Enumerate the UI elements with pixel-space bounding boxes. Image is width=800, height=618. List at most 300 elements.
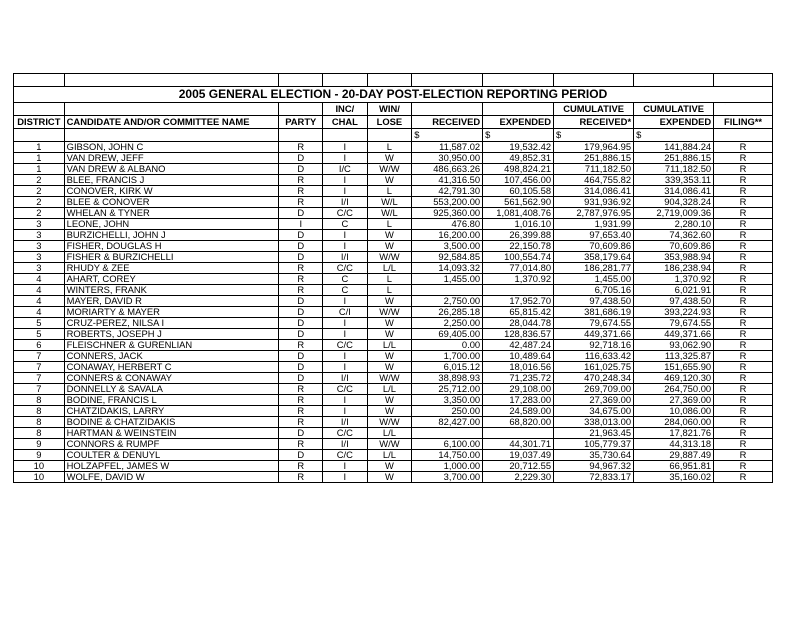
- win-lose-cell: W: [367, 472, 412, 483]
- district-cell: 8: [14, 406, 65, 417]
- cum-received-cell: 464,755.82: [554, 175, 634, 186]
- received-cell: [412, 428, 483, 439]
- filing-cell: R: [714, 417, 773, 428]
- filing-cell: R: [714, 186, 773, 197]
- district-cell: 4: [14, 296, 65, 307]
- party-cell: R: [279, 461, 323, 472]
- expended-cell: 128,836.57: [483, 329, 554, 340]
- expended-cell: 1,370.92: [483, 274, 554, 285]
- party-cell: D: [279, 153, 323, 164]
- currency-received: $: [412, 129, 483, 142]
- expended-cell: 29,108.00: [483, 384, 554, 395]
- cum-received-cell: 34,675.00: [554, 406, 634, 417]
- district-cell: 1: [14, 164, 65, 175]
- party-cell: I: [279, 219, 323, 230]
- district-cell: 6: [14, 340, 65, 351]
- inc-chal-cell: I: [323, 351, 368, 362]
- win-lose-cell: W/W: [367, 307, 412, 318]
- currency-expended: $: [483, 129, 554, 142]
- district-cell: 5: [14, 329, 65, 340]
- cum-expended-header: EXPENDED: [634, 116, 714, 129]
- expended-cell: 77,014.80: [483, 263, 554, 274]
- table-row: [14, 362, 773, 373]
- filing-cell: R: [714, 296, 773, 307]
- inc-chal-cell: C: [323, 274, 368, 285]
- district-cell: 4: [14, 285, 65, 296]
- party-cell: D: [279, 373, 323, 384]
- spacer-row: [14, 74, 773, 87]
- candidate-name-cell: CHATZIDAKIS, LARRY: [64, 406, 279, 417]
- cum-expended-cell: 66,951.81: [634, 461, 714, 472]
- win-lose-cell: L/L: [367, 384, 412, 395]
- table-row: [14, 384, 773, 395]
- candidate-name-cell: COULTER & DENUYL: [64, 450, 279, 461]
- cum-received-cell: 92,718.16: [554, 340, 634, 351]
- cum-expended-cell: 29,887.49: [634, 450, 714, 461]
- filing-cell: R: [714, 373, 773, 384]
- received-cell: 6,015.12: [412, 362, 483, 373]
- cum-received-cell: 338,013.00: [554, 417, 634, 428]
- inc-chal-cell: I: [323, 406, 368, 417]
- expended-cell: 1,081,408.76: [483, 208, 554, 219]
- win-lose-cell: L: [367, 274, 412, 285]
- win-lose-cell: L/L: [367, 263, 412, 274]
- filing-cell: R: [714, 384, 773, 395]
- filing-cell: R: [714, 219, 773, 230]
- cum-received-cell: 97,653.40: [554, 230, 634, 241]
- cum-received-cell: 79,674.55: [554, 318, 634, 329]
- filing-header: FILING**: [714, 116, 773, 129]
- table-row: [14, 186, 773, 197]
- party-cell: R: [279, 186, 323, 197]
- inc-chal-cell: C: [323, 219, 368, 230]
- party-cell: R: [279, 395, 323, 406]
- party-cell: R: [279, 340, 323, 351]
- filing-cell: R: [714, 197, 773, 208]
- inc-chal-cell: I: [323, 362, 368, 373]
- expended-cell: 1,016.10: [483, 219, 554, 230]
- filing-cell: R: [714, 274, 773, 285]
- cum-expended-cell: 141,884.24: [634, 142, 714, 153]
- win-lose-cell: W: [367, 362, 412, 373]
- candidate-name-cell: FISHER, DOUGLAS H: [64, 241, 279, 252]
- received-cell: 82,427.00: [412, 417, 483, 428]
- cum-expended-cell: 449,371.66: [634, 329, 714, 340]
- win-lose-cell: L: [367, 186, 412, 197]
- filing-cell: R: [714, 450, 773, 461]
- cum-received-cell: 116,633.42: [554, 351, 634, 362]
- expended-cell: [483, 285, 554, 296]
- expended-cell: 20,712.55: [483, 461, 554, 472]
- filing-cell: R: [714, 329, 773, 340]
- table-row: [14, 417, 773, 428]
- inc-chal-cell: C/I: [323, 307, 368, 318]
- filing-cell: R: [714, 318, 773, 329]
- party-cell: R: [279, 142, 323, 153]
- party-cell: D: [279, 164, 323, 175]
- candidate-name-cell: BURZICHELLI, JOHN J: [64, 230, 279, 241]
- cum-expended-cell: 10,086.00: [634, 406, 714, 417]
- cum-received-cell: 70,609.86: [554, 241, 634, 252]
- expended-cell: 22,150.78: [483, 241, 554, 252]
- win-lose-cell: W/L: [367, 208, 412, 219]
- win-lose-cell: W: [367, 329, 412, 340]
- received-cell: 925,360.00: [412, 208, 483, 219]
- district-cell: 3: [14, 252, 65, 263]
- inc-chal-cell: I/I: [323, 417, 368, 428]
- candidate-name-cell: LEONE, JOHN: [64, 219, 279, 230]
- received-cell: [412, 285, 483, 296]
- candidate-name-cell: CRUZ-PEREZ, NILSA I: [64, 318, 279, 329]
- cum-received-cell: 931,936.92: [554, 197, 634, 208]
- received-cell: 16,200.00: [412, 230, 483, 241]
- expended-cell: 2,229.30: [483, 472, 554, 483]
- cum-expended-cell: 284,060.00: [634, 417, 714, 428]
- party-cell: R: [279, 439, 323, 450]
- received-cell: 476.80: [412, 219, 483, 230]
- win-lose-cell: W: [367, 241, 412, 252]
- table-row: [14, 373, 773, 384]
- candidate-name-cell: WINTERS, FRANK: [64, 285, 279, 296]
- inc-chal-cell: I: [323, 153, 368, 164]
- table-row: [14, 142, 773, 153]
- filing-cell: R: [714, 362, 773, 373]
- cum-expended-cell: 35,160.02: [634, 472, 714, 483]
- win-lose-cell: W: [367, 153, 412, 164]
- received-cell: 3,500.00: [412, 241, 483, 252]
- expended-cell: 498,824.21: [483, 164, 554, 175]
- expended-cell: 49,852.31: [483, 153, 554, 164]
- candidate-name-cell: WOLFE, DAVID W: [64, 472, 279, 483]
- inc-chal-header-top: INC/: [323, 103, 368, 116]
- table-row: [14, 351, 773, 362]
- inc-chal-cell: I: [323, 461, 368, 472]
- party-cell: R: [279, 472, 323, 483]
- table-row: [14, 230, 773, 241]
- table-row: [14, 153, 773, 164]
- inc-chal-cell: I: [323, 329, 368, 340]
- table-row: [14, 428, 773, 439]
- filing-cell: R: [714, 142, 773, 153]
- candidate-name-cell: RHUDY & ZEE: [64, 263, 279, 274]
- received-cell: 1,000.00: [412, 461, 483, 472]
- header-row-top: [14, 103, 773, 116]
- party-cell: D: [279, 428, 323, 439]
- inc-chal-cell: I: [323, 472, 368, 483]
- filing-cell: R: [714, 153, 773, 164]
- district-cell: 9: [14, 439, 65, 450]
- party-header: PARTY: [279, 116, 323, 129]
- cum-received-cell: 358,179.64: [554, 252, 634, 263]
- district-cell: 8: [14, 428, 65, 439]
- win-lose-cell: L/L: [367, 428, 412, 439]
- table-row: [14, 406, 773, 417]
- district-cell: 3: [14, 241, 65, 252]
- expended-cell: 10,489.64: [483, 351, 554, 362]
- cum-received-cell: 27,369.00: [554, 395, 634, 406]
- election-report-table: [13, 73, 773, 483]
- candidate-name-cell: FLEISCHNER & GURENLIAN: [64, 340, 279, 351]
- candidate-name-cell: MORIARTY & MAYER: [64, 307, 279, 318]
- table-row: [14, 252, 773, 263]
- title-row: [14, 87, 773, 103]
- cum-expended-cell: 251,886.15: [634, 153, 714, 164]
- district-cell: 10: [14, 472, 65, 483]
- win-lose-cell: L: [367, 219, 412, 230]
- win-lose-cell: W/W: [367, 164, 412, 175]
- received-cell: 0.00: [412, 340, 483, 351]
- inc-chal-cell: I: [323, 296, 368, 307]
- cum-received-cell: 97,438.50: [554, 296, 634, 307]
- expended-cell: 18,016.56: [483, 362, 554, 373]
- party-cell: R: [279, 285, 323, 296]
- party-cell: D: [279, 450, 323, 461]
- cum-expended-cell: 339,353.11: [634, 175, 714, 186]
- candidate-name-cell: BODINE & CHATZIDAKIS: [64, 417, 279, 428]
- cum-received-cell: 711,182.50: [554, 164, 634, 175]
- filing-cell: R: [714, 263, 773, 274]
- table-row: [14, 318, 773, 329]
- expended-cell: 68,820.00: [483, 417, 554, 428]
- cum-expended-cell: 393,224.93: [634, 307, 714, 318]
- district-cell: 9: [14, 450, 65, 461]
- inc-chal-cell: C/C: [323, 340, 368, 351]
- table-row: [14, 263, 773, 274]
- win-lose-cell: W: [367, 406, 412, 417]
- cum-received-cell: 449,371.66: [554, 329, 634, 340]
- district-cell: 1: [14, 142, 65, 153]
- win-lose-cell: W/W: [367, 373, 412, 384]
- cum-expended-cell: 2,719,009.36: [634, 208, 714, 219]
- filing-cell: R: [714, 439, 773, 450]
- cum-expended-cell: 1,370.92: [634, 274, 714, 285]
- candidate-name-cell: AHART, COREY: [64, 274, 279, 285]
- inc-chal-header: CHAL: [323, 116, 368, 129]
- cum-expended-cell: 186,238.94: [634, 263, 714, 274]
- party-cell: D: [279, 252, 323, 263]
- filing-cell: R: [714, 285, 773, 296]
- cum-received-cell: 2,787,976.95: [554, 208, 634, 219]
- filing-cell: R: [714, 395, 773, 406]
- filing-cell: R: [714, 164, 773, 175]
- table-row: [14, 450, 773, 461]
- district-cell: 2: [14, 186, 65, 197]
- filing-cell: R: [714, 307, 773, 318]
- party-cell: D: [279, 230, 323, 241]
- win-lose-cell: L/L: [367, 340, 412, 351]
- received-cell: 38,898.93: [412, 373, 483, 384]
- received-cell: 2,750.00: [412, 296, 483, 307]
- cum-received-header: RECEIVED*: [554, 116, 634, 129]
- win-lose-cell: L: [367, 285, 412, 296]
- candidate-name-cell: BODINE, FRANCIS L: [64, 395, 279, 406]
- cum-expended-cell: 151,655.90: [634, 362, 714, 373]
- win-lose-cell: W: [367, 351, 412, 362]
- win-lose-cell: W/W: [367, 252, 412, 263]
- cum-expended-cell: 17,821.76: [634, 428, 714, 439]
- cum-received-cell: 21,963.45: [554, 428, 634, 439]
- candidate-name-cell: VAN DREW & ALBANO: [64, 164, 279, 175]
- candidate-name-cell: CONNERS & CONAWAY: [64, 373, 279, 384]
- cum-expended-cell: 2,280.10: [634, 219, 714, 230]
- candidate-header: CANDIDATE AND/OR COMMITTEE NAME: [64, 116, 279, 129]
- candidate-name-cell: CONOVER, KIRK W: [64, 186, 279, 197]
- table-row: [14, 164, 773, 175]
- inc-chal-cell: C/C: [323, 208, 368, 219]
- party-cell: D: [279, 296, 323, 307]
- district-cell: 7: [14, 373, 65, 384]
- received-cell: 14,750.00: [412, 450, 483, 461]
- district-cell: 10: [14, 461, 65, 472]
- cum-received-cell: 35,730.64: [554, 450, 634, 461]
- received-cell: 14,093.32: [412, 263, 483, 274]
- expended-cell: 107,456.00: [483, 175, 554, 186]
- candidate-name-cell: ROBERTS, JOSEPH J: [64, 329, 279, 340]
- cum-expended-cell: 79,674.55: [634, 318, 714, 329]
- win-lose-cell: W: [367, 395, 412, 406]
- filing-cell: R: [714, 351, 773, 362]
- cum-expended-cell: 264,750.00: [634, 384, 714, 395]
- filing-cell: R: [714, 241, 773, 252]
- district-cell: 7: [14, 351, 65, 362]
- win-lose-cell: W/W: [367, 439, 412, 450]
- filing-cell: R: [714, 175, 773, 186]
- win-lose-header: LOSE: [367, 116, 412, 129]
- candidate-name-cell: MAYER, DAVID R: [64, 296, 279, 307]
- table-row: [14, 241, 773, 252]
- received-cell: 30,950.00: [412, 153, 483, 164]
- received-cell: 1,700.00: [412, 351, 483, 362]
- district-cell: 7: [14, 362, 65, 373]
- cum-expended-cell: 93,062.90: [634, 340, 714, 351]
- cum-received-cell: 186,281.77: [554, 263, 634, 274]
- win-lose-cell: W: [367, 461, 412, 472]
- win-lose-cell: L: [367, 142, 412, 153]
- party-cell: D: [279, 351, 323, 362]
- received-cell: 250.00: [412, 406, 483, 417]
- received-cell: 92,584.85: [412, 252, 483, 263]
- candidate-name-cell: WHELAN & TYNER: [64, 208, 279, 219]
- candidate-name-cell: VAN DREW, JEFF: [64, 153, 279, 164]
- candidate-name-cell: BLEE & CONOVER: [64, 197, 279, 208]
- received-cell: 486,663.26: [412, 164, 483, 175]
- win-lose-header-top: WIN/: [367, 103, 412, 116]
- district-cell: 3: [14, 219, 65, 230]
- inc-chal-cell: I/I: [323, 252, 368, 263]
- cum-expended-cell: 904,328.24: [634, 197, 714, 208]
- cum-expended-header-top: CUMULATIVE: [634, 103, 714, 116]
- party-cell: R: [279, 263, 323, 274]
- win-lose-cell: W: [367, 318, 412, 329]
- currency-row: [14, 129, 773, 142]
- party-cell: R: [279, 406, 323, 417]
- district-cell: 1: [14, 153, 65, 164]
- candidate-name-cell: CONAWAY, HERBERT C: [64, 362, 279, 373]
- table-row: [14, 285, 773, 296]
- filing-cell: R: [714, 406, 773, 417]
- party-cell: D: [279, 318, 323, 329]
- expended-cell: 17,283.00: [483, 395, 554, 406]
- received-cell: 25,712.00: [412, 384, 483, 395]
- table-row: [14, 208, 773, 219]
- cum-expended-cell: 74,362.60: [634, 230, 714, 241]
- district-cell: 8: [14, 395, 65, 406]
- inc-chal-cell: C/C: [323, 384, 368, 395]
- cum-received-cell: 470,248.34: [554, 373, 634, 384]
- district-header: DISTRICT: [14, 116, 65, 129]
- inc-chal-cell: I: [323, 395, 368, 406]
- table-row: [14, 307, 773, 318]
- expended-cell: 24,589.00: [483, 406, 554, 417]
- candidate-name-cell: FISHER & BURZICHELLI: [64, 252, 279, 263]
- cum-expended-cell: 469,120.30: [634, 373, 714, 384]
- district-cell: 2: [14, 197, 65, 208]
- cum-received-cell: 72,833.17: [554, 472, 634, 483]
- cum-received-cell: 161,025.75: [554, 362, 634, 373]
- win-lose-cell: W: [367, 296, 412, 307]
- inc-chal-cell: I: [323, 142, 368, 153]
- expended-cell: 100,554.74: [483, 252, 554, 263]
- filing-cell: R: [714, 252, 773, 263]
- expended-header: EXPENDED: [483, 116, 554, 129]
- cum-expended-cell: 27,369.00: [634, 395, 714, 406]
- cum-received-cell: 179,964.95: [554, 142, 634, 153]
- district-cell: 3: [14, 263, 65, 274]
- received-cell: 1,455.00: [412, 274, 483, 285]
- received-cell: 2,250.00: [412, 318, 483, 329]
- candidate-name-cell: DONNELLY & SAVALA: [64, 384, 279, 395]
- cum-expended-cell: 44,313.18: [634, 439, 714, 450]
- expended-cell: 561,562.90: [483, 197, 554, 208]
- cum-received-cell: 6,705.16: [554, 285, 634, 296]
- cum-received-cell: 381,686.19: [554, 307, 634, 318]
- received-cell: 3,700.00: [412, 472, 483, 483]
- district-cell: 8: [14, 417, 65, 428]
- party-cell: R: [279, 197, 323, 208]
- expended-cell: [483, 428, 554, 439]
- cum-received-cell: 269,709.00: [554, 384, 634, 395]
- cum-expended-cell: 113,325.87: [634, 351, 714, 362]
- district-cell: 2: [14, 208, 65, 219]
- expended-cell: 28,044.78: [483, 318, 554, 329]
- cum-expended-cell: 70,609.86: [634, 241, 714, 252]
- inc-chal-cell: I: [323, 318, 368, 329]
- received-cell: 553,200.00: [412, 197, 483, 208]
- received-cell: 11,587.02: [412, 142, 483, 153]
- candidate-name-cell: HARTMAN & WEINSTEIN: [64, 428, 279, 439]
- table-row: [14, 461, 773, 472]
- win-lose-cell: W: [367, 230, 412, 241]
- win-lose-cell: L/L: [367, 450, 412, 461]
- cum-received-cell: 251,886.15: [554, 153, 634, 164]
- inc-chal-cell: I: [323, 230, 368, 241]
- party-cell: D: [279, 208, 323, 219]
- district-cell: 2: [14, 175, 65, 186]
- party-cell: D: [279, 241, 323, 252]
- table-row: [14, 175, 773, 186]
- expended-cell: 71,235.72: [483, 373, 554, 384]
- cum-expended-cell: 353,988.94: [634, 252, 714, 263]
- cum-received-cell: 94,967.32: [554, 461, 634, 472]
- candidate-name-cell: CONNORS & RUMPF: [64, 439, 279, 450]
- party-cell: D: [279, 307, 323, 318]
- inc-chal-cell: I/I: [323, 197, 368, 208]
- party-cell: D: [279, 329, 323, 340]
- table-row: [14, 439, 773, 450]
- filing-cell: R: [714, 461, 773, 472]
- party-cell: R: [279, 274, 323, 285]
- win-lose-cell: W: [367, 175, 412, 186]
